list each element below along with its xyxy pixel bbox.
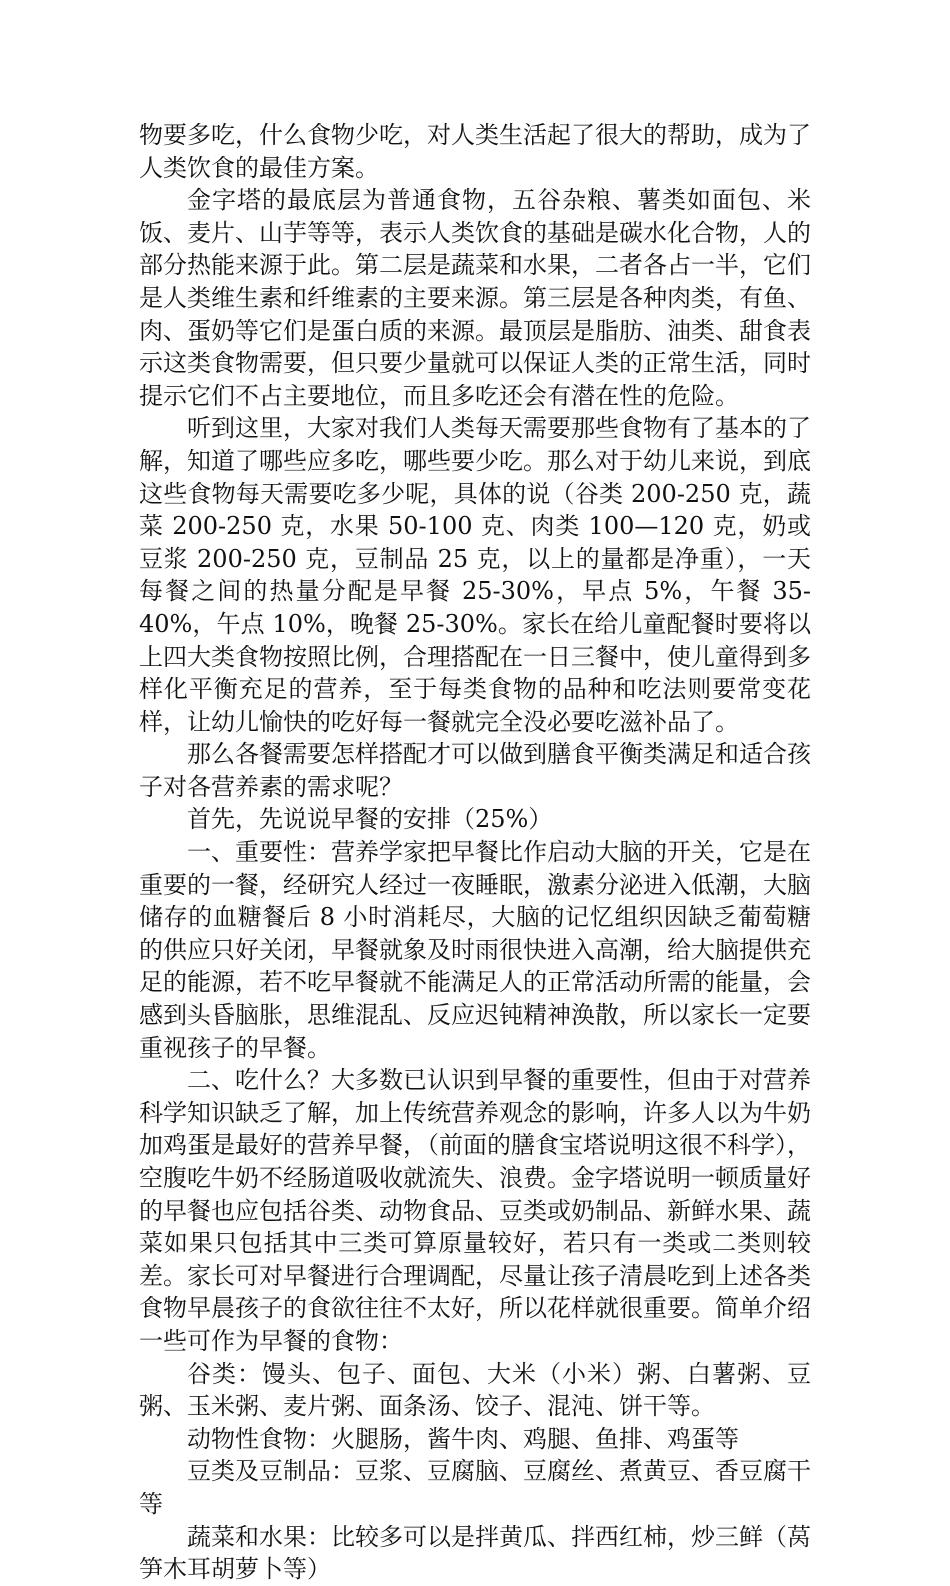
document-page [139, 119, 811, 1586]
paragraph-daily-amounts: 听到这里，大家对我们人类每天需要那些食物有了基本的了解，知道了哪些应多吃，哪些要少吃。那么对于幼儿来说，到底这些食物每天需要吃多少呢，具体的说（谷类 200-250 克，蔬菜 200-250 克，水果 50-100 克、肉类 100—120 克，奶或豆浆 200-250 克，豆制品 25 克，以上的量都是净重），一天每餐之间的热量分配是早餐 25-30%，早点 5%，午餐 35-40%，午点 10%，晚餐 25-30%。家长在给儿童配餐时要将以上四大类食物按照比例，合理搭配在一日三餐中，使儿童得到多样化平衡充足的营养，至于每类食物的品种和吃法则要常变花样，让幼儿愉快的吃好每一餐就完全没必要吃滋补品了。 [139, 414, 811, 736]
paragraph-breakfast-heading: 首先，先说说早餐的安排（25%） [187, 805, 553, 834]
list-item-animal-foods: 动物性食物：火腿肠，酱牛肉、鸡腿、鱼排、鸡蛋等 [187, 1424, 739, 1453]
list-item-soy-products: 豆类及豆制品：豆浆、豆腐脑、豆腐丝、煮黄豆、香豆腐干等 [139, 1457, 811, 1518]
list-item-grains: 谷类：馒头、包子、面包、大米（小米）粥、白薯粥、豆粥、玉米粥、麦片粥、面条汤、饺子、混沌、饼干等。 [139, 1359, 811, 1421]
paragraph-continuation: 物要多吃，什么食物少吃，对人类生活起了很大的帮助，成为了人类饮食的最佳方案。 [139, 121, 811, 182]
paragraph-meal-question: 那么各餐需要怎样搭配才可以做到膳食平衡类满足和适合孩子对各营养素的需求呢？ [139, 740, 811, 801]
paragraph-pyramid-layers: 金字塔的最底层为普通食物，五谷杂粮、薯类如面包、米饭、麦片、山芋等等，表示人类饮食的基础是碳水化合物，人的部分热能来源于此。第二层是蔬菜和水果，二者各占一半，它们是人类维生素和纤维素的主要来源。第三层是各种肉类，有鱼、肉、蛋奶等它们是蛋白质的来源。最顶层是脂肪、油类、甜食表示这类食物需要，但只要少量就可以保证人类的正常生活，同时提示它们不占主要地位，而且多吃还会有潜在性的危险。 [139, 186, 811, 410]
list-item-vegetables-fruits: 蔬菜和水果：比较多可以是拌黄瓜、拌西红柿，炒三鲜（莴笋木耳胡萝卜等） [139, 1522, 811, 1584]
paragraph-breakfast-what-to-eat: 二、吃什么？大多数已认识到早餐的重要性，但由于对营养科学知识缺乏了解，加上传统营养观念的影响，许多人以为牛奶加鸡蛋是最好的营养早餐，（前面的膳食宝塔说明这很不科学），空腹吃牛奶不经肠道吸收就流失、浪费。金字塔说明一顿质量好的早餐也应包括谷类、动物食品、豆类或奶制品、新鲜水果、蔬菜如果只包括其中三类可算原量较好，若只有一类或二类则较差。家长可对早餐进行合理调配，尽量让孩子清晨吃到上述各类食物早晨孩子的食欲往往不太好，所以花样就很重要。简单介绍一些可作为早餐的食物： [139, 1066, 811, 1355]
paragraph-breakfast-importance: 一、重要性：营养学家把早餐比作启动大脑的开关，它是在重要的一餐，经研究人经过一夜睡眠，激素分泌进入低潮，大脑储存的血糖餐后 8 小时消耗尽，大脑的记忆组织因缺乏葡萄糖的供应只好关闭，早餐就象及时雨很快进入高潮，给大脑提供充足的能源，若不吃早餐就不能满足人的正常活动所需的能量，会感到头昏脑胀，思维混乱、反应迟钝精神涣散，所以家长一定要重视孩子的早餐。 [139, 838, 811, 1062]
